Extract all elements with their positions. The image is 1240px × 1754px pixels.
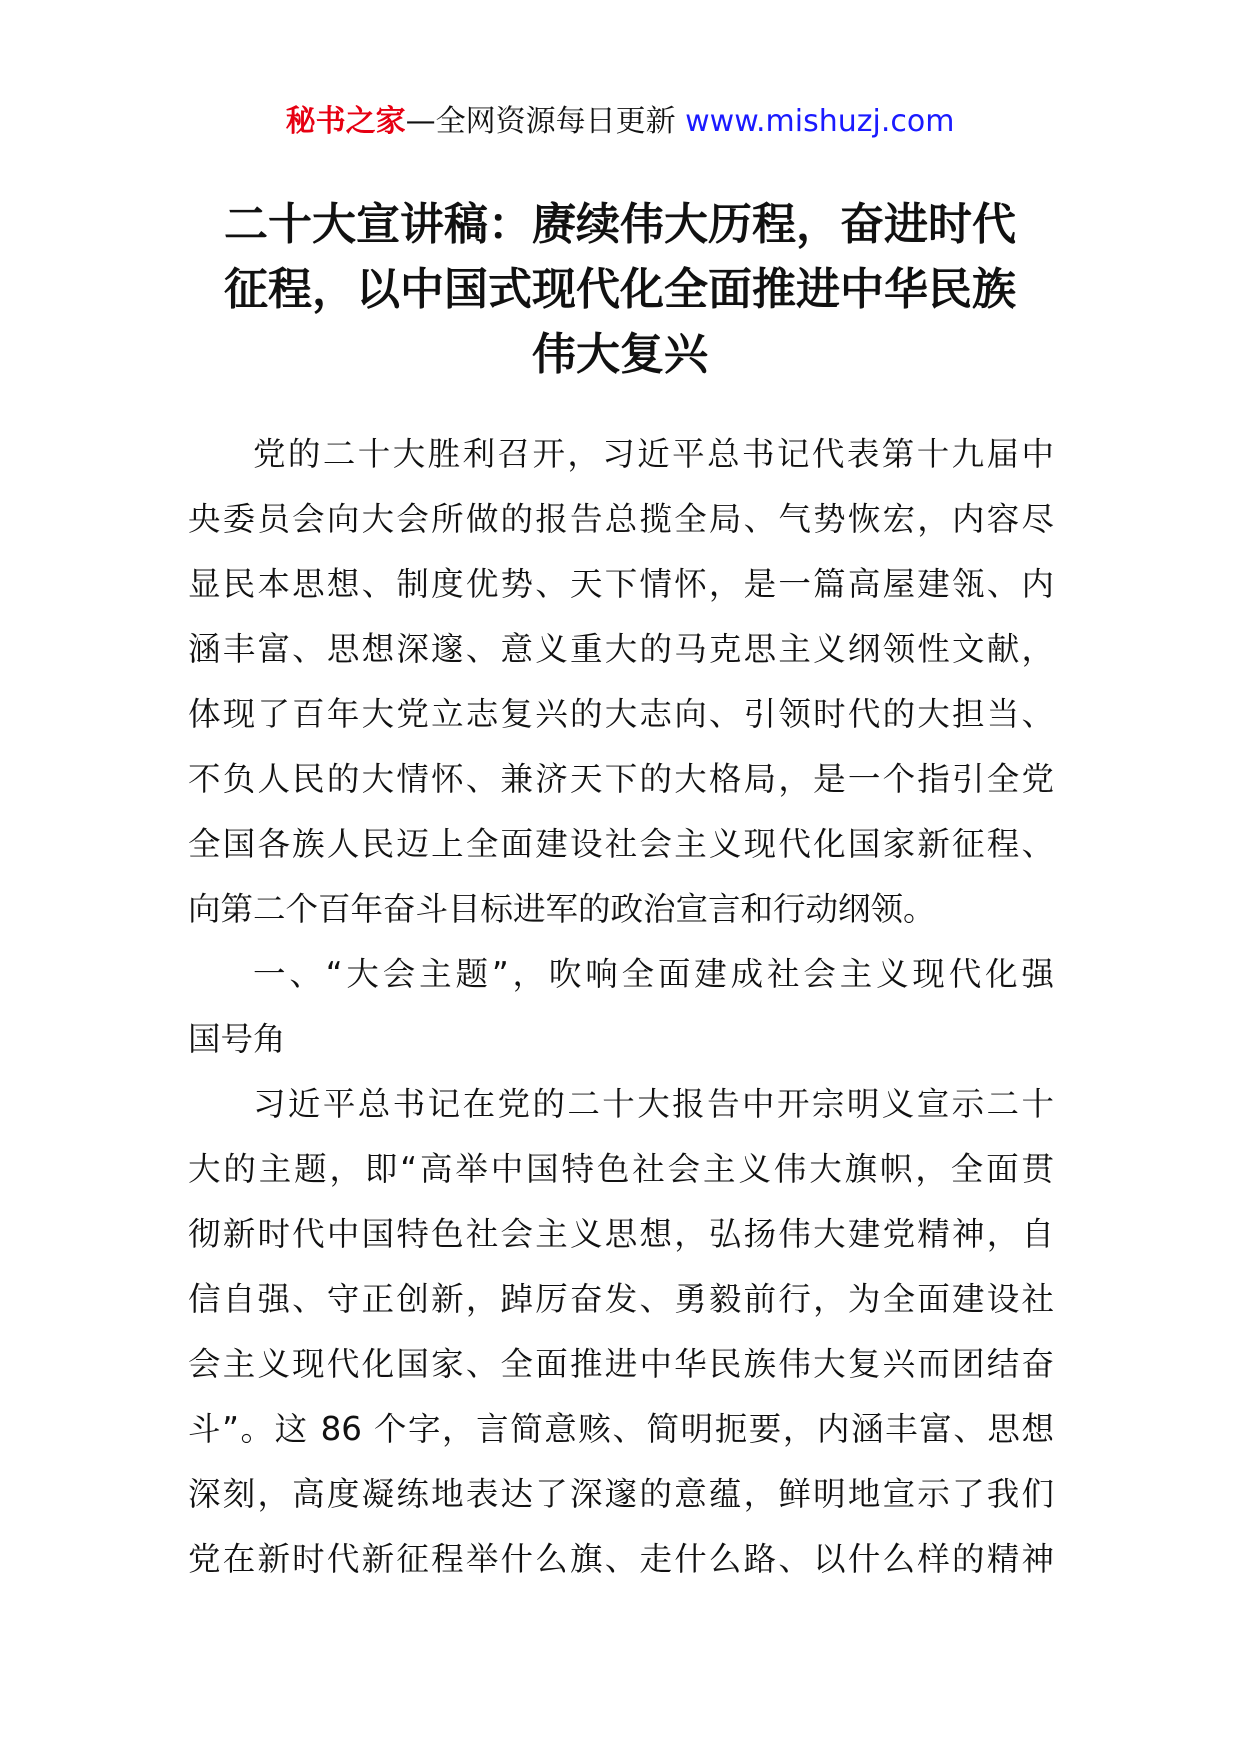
paragraph-2-line-5: 会主义现代化国家、全面推进中华民族伟大复兴而团结奋 [188,1345,1054,1383]
title-line-1: 二十大宣讲稿：赓续伟大历程，奋进时代 [224,199,1016,250]
site-brand: 秘书之家 [285,104,406,139]
paragraph-2-line-1: 习近平总书记在党的二十大报告中开宗明义宣示二十 [253,1085,1054,1123]
paragraph-2-line-6: 斗”。这 86 个字，言简意赅、简明扼要，内涵丰富、思想 [188,1410,1054,1448]
site-header [0,100,1240,144]
paragraph-2-line-8: 党在新时代新征程举什么旗、走什么路、以什么样的精神 [188,1540,1054,1578]
paragraph-1-line-4: 涵丰富、思想深邃、意义重大的马克思主义纲领性文献， [188,630,1054,668]
title-line-3: 伟大复兴 [532,329,708,380]
title-line-2: 征程，以中国式现代化全面推进中华民族 [224,264,1016,315]
paragraph-2-line-4: 信自强、守正创新，踔厉奋发、勇毅前行，为全面建设社 [188,1280,1054,1318]
site-url-link[interactable]: www.mishuzj.com [685,104,955,139]
paragraph-1-line-5: 体现了百年大党立志复兴的大志向、引领时代的大担当、 [188,695,1054,733]
paragraph-2-line-3: 彻新时代中国特色社会主义思想，弘扬伟大建党精神，自 [188,1215,1054,1253]
paragraph-1-line-8: 向第二个百年奋斗目标进军的政治宣言和行动纲领。 [188,890,936,928]
site-tagline: —全网资源每日更新 [405,104,686,139]
document-title [200,192,1040,387]
paragraph-1-line-1: 党的二十大胜利召开，习近平总书记代表第十九届中 [253,435,1054,473]
paragraph-1-line-7: 全国各族人民迈上全面建设社会主义现代化国家新征程、 [188,825,1054,863]
section-heading-line-1: 一、“大会主题”，吹响全面建成社会主义现代化强 [253,955,1054,993]
paragraph-1-line-3: 显民本思想、制度优势、天下情怀，是一篇高屋建瓴、内 [188,565,1054,603]
paragraph-1-line-6: 不负人民的大情怀、兼济天下的大格局，是一个指引全党 [188,760,1054,798]
paragraph-2-line-2: 大的主题，即“高举中国特色社会主义伟大旗帜，全面贯 [188,1150,1054,1188]
section-heading-line-2: 国号角 [188,1020,286,1058]
document-body [188,422,1054,1592]
paragraph-2-line-7: 深刻，高度凝练地表达了深邃的意蕴，鲜明地宣示了我们 [188,1475,1054,1513]
paragraph-1-line-2: 央委员会向大会所做的报告总揽全局、气势恢宏，内容尽 [188,500,1054,538]
